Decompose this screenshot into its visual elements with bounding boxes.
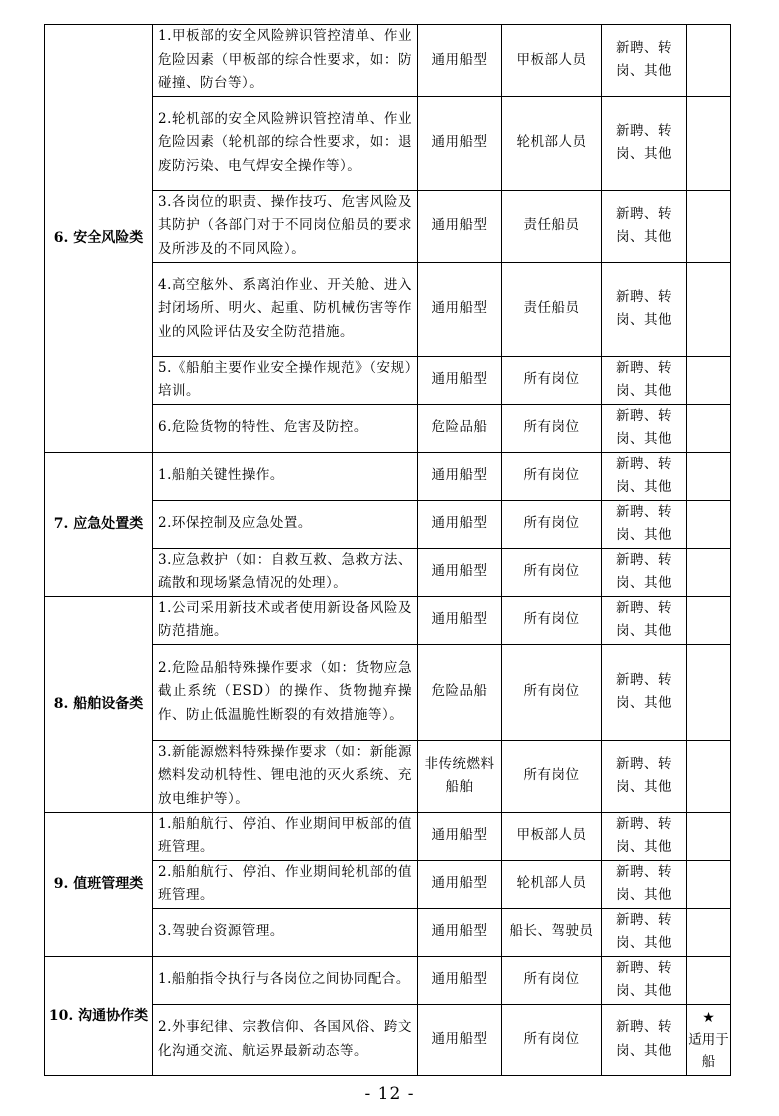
training-object-cell: 新聘、转岗、其他: [602, 908, 687, 956]
content-cell: 2.船舶航行、停泊、作业期间轮机部的值班管理。: [153, 860, 418, 908]
content-cell: 3.驾驶台资源管理。: [153, 908, 418, 956]
ship-type-cell: 危险品船: [418, 644, 502, 740]
personnel-cell: 所有岗位: [502, 644, 602, 740]
ship-type-cell: 通用船型: [418, 25, 502, 97]
training-object-cell: 新聘、转岗、其他: [602, 596, 687, 644]
table-row: [45, 812, 731, 860]
table-row: [45, 25, 731, 97]
note-text: 适用于船: [688, 1031, 729, 1070]
training-object-cell: 新聘、转岗、其他: [602, 956, 687, 1004]
note-cell: [687, 262, 731, 356]
category-cell: 6. 安全风险类: [45, 25, 153, 453]
training-object-cell: 新聘、转岗、其他: [602, 812, 687, 860]
ship-type-cell: 危险品船: [418, 404, 502, 452]
page-number: - 12 -: [364, 1084, 415, 1104]
ship-type-cell: 通用船型: [418, 908, 502, 956]
training-table: [44, 24, 731, 1076]
note-cell: [687, 96, 731, 190]
content-cell: 1.船舶指令执行与各岗位之间协同配合。: [153, 956, 418, 1004]
ship-type-cell: 通用船型: [418, 812, 502, 860]
content-cell: 1.船舶航行、停泊、作业期间甲板部的值班管理。: [153, 812, 418, 860]
personnel-cell: 所有岗位: [502, 1004, 602, 1075]
note-cell: [687, 812, 731, 860]
note-cell: [687, 908, 731, 956]
personnel-cell: 责任船员: [502, 262, 602, 356]
content-cell: 2.环保控制及应急处置。: [153, 500, 418, 548]
content-cell: 3.应急救护（如：自救互救、急救方法、疏散和现场紧急情况的处理）。: [153, 548, 418, 596]
personnel-cell: 所有岗位: [502, 452, 602, 500]
training-object-cell: 新聘、转岗、其他: [602, 860, 687, 908]
content-cell: 4.高空舷外、系离泊作业、开关舱、进入封闭场所、明火、起重、防机械伤害等作业的风险评估及安全防范措施。: [153, 262, 418, 356]
content-cell: 1.公司采用新技术或者使用新设备风险及防范措施。: [153, 596, 418, 644]
category-cell: 9. 值班管理类: [45, 812, 153, 956]
note-cell: [687, 25, 731, 97]
table-row: [45, 596, 731, 644]
personnel-cell: 甲板部人员: [502, 25, 602, 97]
category-cell: 7. 应急处置类: [45, 452, 153, 596]
category-cell: 8. 船舶设备类: [45, 596, 153, 812]
ship-type-cell: 通用船型: [418, 96, 502, 190]
note-cell: [687, 356, 731, 404]
ship-type-cell: 通用船型: [418, 1004, 502, 1075]
training-object-cell: 新聘、转岗、其他: [602, 96, 687, 190]
table-row: [45, 956, 731, 1004]
content-cell: 2.外事纪律、宗教信仰、各国风俗、跨文化沟通交流、航运界最新动态等。: [153, 1004, 418, 1075]
note-cell: [687, 548, 731, 596]
training-object-cell: 新聘、转岗、其他: [602, 548, 687, 596]
personnel-cell: 所有岗位: [502, 404, 602, 452]
ship-type-cell: 通用船型: [418, 860, 502, 908]
content-cell: 2.危险品船特殊操作要求（如：货物应急截止系统（ESD）的操作、货物抛弃操作、防止低温脆性断裂的有效措施等）。: [153, 644, 418, 740]
note-cell: [687, 452, 731, 500]
content-cell: 6.危险货物的特性、危害及防控。: [153, 404, 418, 452]
note-cell: [687, 404, 731, 452]
training-object-cell: 新聘、转岗、其他: [602, 25, 687, 97]
training-object-cell: 新聘、转岗、其他: [602, 452, 687, 500]
note-cell: [687, 1004, 731, 1075]
ship-type-cell: 通用船型: [418, 190, 502, 262]
note-cell: [687, 956, 731, 1004]
ship-type-cell: 通用船型: [418, 596, 502, 644]
ship-type-cell: 通用船型: [418, 548, 502, 596]
personnel-cell: 甲板部人员: [502, 812, 602, 860]
content-cell: 1.甲板部的安全风险辨识管控清单、作业危险因素（甲板部的综合性要求，如：防碰撞、防台等）。: [153, 25, 418, 97]
category-cell: 10. 沟通协作类: [45, 956, 153, 1075]
table-row: [45, 452, 731, 500]
note-cell: [687, 190, 731, 262]
ship-type-cell: 通用船型: [418, 500, 502, 548]
personnel-cell: 所有岗位: [502, 548, 602, 596]
training-object-cell: 新聘、转岗、其他: [602, 740, 687, 812]
personnel-cell: 所有岗位: [502, 596, 602, 644]
personnel-cell: 所有岗位: [502, 356, 602, 404]
training-object-cell: 新聘、转岗、其他: [602, 644, 687, 740]
content-cell: 1.船舶关键性操作。: [153, 452, 418, 500]
note-cell: [687, 740, 731, 812]
personnel-cell: 所有岗位: [502, 956, 602, 1004]
training-object-cell: 新聘、转岗、其他: [602, 500, 687, 548]
training-object-cell: 新聘、转岗、其他: [602, 356, 687, 404]
star-icon: ★: [702, 1009, 715, 1026]
content-cell: 3.各岗位的职责、操作技巧、危害风险及其防护（各部门对于不同岗位船员的要求及所涉及的不同风险）。: [153, 190, 418, 262]
content-cell: 5.《船舶主要作业安全操作规范》（安规）培训。: [153, 356, 418, 404]
note-cell: [687, 644, 731, 740]
training-object-cell: 新聘、转岗、其他: [602, 404, 687, 452]
ship-type-cell: 通用船型: [418, 356, 502, 404]
ship-type-cell: 非传统燃料船舶: [418, 740, 502, 812]
content-cell: 2.轮机部的安全风险辨识管控清单、作业危险因素（轮机部的综合性要求，如：退废防污染、电气焊安全操作等）。: [153, 96, 418, 190]
ship-type-cell: 通用船型: [418, 262, 502, 356]
note-cell: [687, 596, 731, 644]
ship-type-cell: 通用船型: [418, 956, 502, 1004]
training-object-cell: 新聘、转岗、其他: [602, 1004, 687, 1075]
training-object-cell: 新聘、转岗、其他: [602, 190, 687, 262]
personnel-cell: 责任船员: [502, 190, 602, 262]
personnel-cell: 船长、驾驶员: [502, 908, 602, 956]
personnel-cell: 所有岗位: [502, 500, 602, 548]
content-cell: 3.新能源燃料特殊操作要求（如：新能源燃料发动机特性、锂电池的灭火系统、充放电维护等）。: [153, 740, 418, 812]
personnel-cell: 所有岗位: [502, 740, 602, 812]
note-cell: [687, 860, 731, 908]
training-object-cell: 新聘、转岗、其他: [602, 262, 687, 356]
note-cell: [687, 500, 731, 548]
personnel-cell: 轮机部人员: [502, 96, 602, 190]
personnel-cell: 轮机部人员: [502, 860, 602, 908]
ship-type-cell: 通用船型: [418, 452, 502, 500]
